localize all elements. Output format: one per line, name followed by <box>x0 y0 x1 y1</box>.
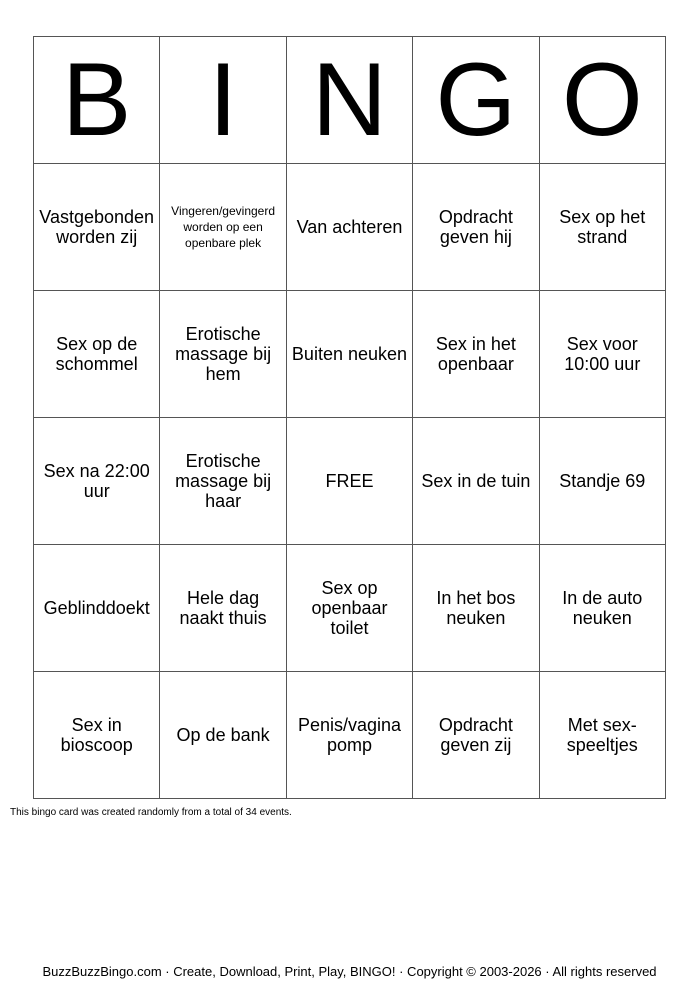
bingo-cell: Penis/vagina pomp <box>286 672 412 799</box>
bingo-cell: Sex in de tuin <box>413 418 539 545</box>
bingo-cell: Opdracht geven hij <box>413 164 539 291</box>
bingo-header-row <box>34 37 666 164</box>
bingo-cell: In het bos neuken <box>413 545 539 672</box>
bingo-row-2 <box>34 291 666 418</box>
bingo-cell: Buiten neuken <box>286 291 412 418</box>
bingo-cell: Sex na 22:00 uur <box>34 418 160 545</box>
bingo-cell: Sex op het strand <box>539 164 665 291</box>
bingo-cell: Sex voor 10:00 uur <box>539 291 665 418</box>
bingo-cell: Geblinddoekt <box>34 545 160 672</box>
bingo-cell: Opdracht geven zij <box>413 672 539 799</box>
footer-text: BuzzBuzzBingo.com · Create, Download, Print, Play, BINGO! · Copyright © 2003-2026 · All rights reserved <box>42 964 657 979</box>
bingo-cell: Sex in bioscoop <box>34 672 160 799</box>
header-letter-o: O <box>539 37 665 164</box>
bingo-row-4 <box>34 545 666 672</box>
header-letter-g: G <box>413 37 539 164</box>
header-letter-b: B <box>34 37 160 164</box>
header-letter-n: N <box>286 37 412 164</box>
bingo-cell: Hele dag naakt thuis <box>160 545 286 672</box>
free-space-cell: FREE <box>286 418 412 545</box>
bingo-cell: Erotische massage bij hem <box>160 291 286 418</box>
bingo-cell: Standje 69 <box>539 418 665 545</box>
bingo-cell: Vastgebonden worden zij <box>34 164 160 291</box>
bingo-cell: Erotische massage bij haar <box>160 418 286 545</box>
bingo-cell: Van achteren <box>286 164 412 291</box>
card-info-text: This bingo card was created randomly from a total of 34 events. <box>10 807 292 818</box>
bingo-row-5 <box>34 672 666 799</box>
bingo-cell: Op de bank <box>160 672 286 799</box>
header-letter-i: I <box>160 37 286 164</box>
bingo-cell: Sex op de schommel <box>34 291 160 418</box>
bingo-row-3 <box>34 418 666 545</box>
bingo-cell: Sex in het openbaar <box>413 291 539 418</box>
bingo-cell: Sex op openbaar toilet <box>286 545 412 672</box>
bingo-card <box>33 36 666 799</box>
bingo-cell: Met sex-speeltjes <box>539 672 665 799</box>
bingo-cell: In de auto neuken <box>539 545 665 672</box>
bingo-row-1 <box>34 164 666 291</box>
bingo-cell: Vingeren/gevingerd worden op een openbare plek <box>160 164 286 291</box>
